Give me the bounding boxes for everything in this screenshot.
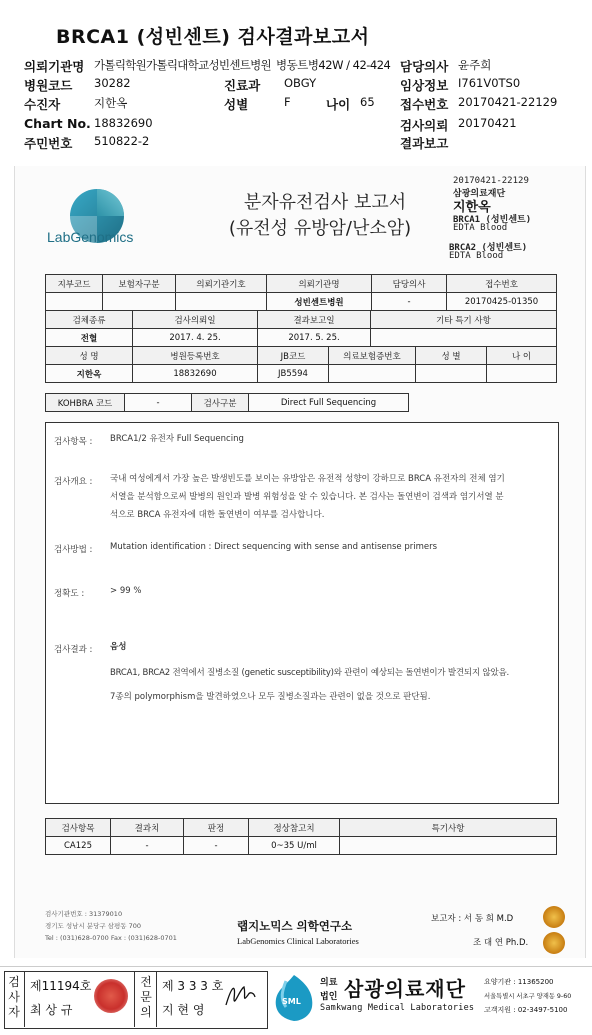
th-insurer: 보험자구분 [103, 275, 176, 293]
org-info-3: 고객지원 : 02-3497-5100 [484, 1006, 568, 1014]
label-org: 삼광의료재단 [453, 189, 506, 199]
footer-address-2: 경기도 성남시 분당구 삼평동 700 [45, 922, 142, 930]
org-info-1: 요양기관 : 11365200 [484, 978, 554, 986]
body-method-value: Mutation identification : Direct sequencing with sense and antisense primers [110, 542, 438, 552]
label-clinical-info: 임상정보 [400, 78, 449, 93]
value-patient: 지한옥 [94, 96, 128, 110]
pathologist-label: 전문의 [140, 975, 152, 1019]
footer-address-1: 검사기관번호 : 31379010 [45, 910, 123, 918]
footer-lab-kr: 랩지노믹스 의학연구소 [237, 919, 353, 933]
td-branch-code [46, 293, 103, 311]
table-patient [45, 346, 557, 383]
org-prefix-2: 법인 [320, 992, 338, 1002]
scanned-report [14, 166, 586, 958]
table-specimen [45, 310, 557, 347]
body-item-label: 검사항목 : [54, 437, 93, 447]
test-type-value: Direct Full Sequencing [249, 394, 409, 412]
td-hospital-reg-no: 18832690 [133, 365, 258, 383]
td-sex [416, 365, 487, 383]
pathologist-signature-icon [222, 981, 258, 1011]
label-specimen2: EDTA Blood [449, 251, 504, 261]
th-specimen-type: 검체종류 [46, 311, 133, 329]
th-report-date: 결과보고일 [258, 311, 371, 329]
value-institution: 가톨릭학원가톨릭대학교성빈센트병원 [94, 58, 271, 72]
td-judgement: - [184, 837, 249, 855]
value-clinical-info: I761V0TS0 [458, 76, 521, 90]
label-reception-no: 접수번호 [400, 97, 449, 112]
body-accuracy-label: 정확도 : [54, 589, 85, 599]
value-sex: F [284, 95, 291, 109]
pathologist-name: 지 현 영 [162, 1003, 205, 1017]
report-title-line1: 분자유전검사 보고서 [243, 192, 407, 213]
org-name-en: Samkwang Medical Laboratories [320, 1003, 475, 1013]
th-branch-code: 지부코드 [46, 275, 103, 293]
value-age: 65 [360, 95, 375, 109]
sml-logo-text: SML [282, 997, 301, 1006]
label-sex: 성별 [224, 97, 249, 112]
value-request-date: 20170421 [458, 116, 517, 130]
body-summary-line-3: 석으로 BRCA 유전자에 대한 돌연변이 여부를 검사합니다. [110, 510, 325, 520]
td-report-date: 2017. 5. 25. [258, 329, 371, 347]
value-resident-no: 510822-2 [94, 134, 150, 148]
org-info-2: 서울특별시 서초구 양재동 9-60 [484, 993, 572, 1000]
th-name: 성 명 [46, 347, 133, 365]
label-specimen1: EDTA Blood [453, 223, 508, 233]
footer-reporter-2: 조 대 연 Ph.D. [473, 938, 529, 948]
pathologist-license-no: 제 3 3 3 호 [162, 979, 224, 993]
report-body [45, 422, 559, 804]
inspector-license-no: 제11194호 [30, 979, 92, 993]
body-summary-label: 검사개요 : [54, 477, 93, 487]
td-reference: 0~35 U/ml [249, 837, 340, 855]
footer-lab-en: LabGenomics Clinical Laboratories [237, 936, 359, 946]
inspector-label: 검사자 [8, 975, 20, 1019]
td-specimen-type: 전혈 [46, 329, 133, 347]
value-reception-no: 20170421-22129 [458, 95, 558, 109]
th-judgement: 판정 [184, 819, 249, 837]
td-age [487, 365, 557, 383]
label-reg-no: 20170421-22129 [453, 176, 529, 186]
td-reception-no: 20170425-01350 [447, 293, 557, 311]
inspector-seal [94, 979, 128, 1013]
label-hospital-code: 병원코드 [24, 78, 73, 93]
page-title: BRCA1 (성빈센트) 검사결과보고서 [56, 26, 370, 48]
value-chart-no: 18832690 [94, 116, 153, 130]
th-age: 나 이 [487, 347, 557, 365]
value-hospital-code: 30282 [94, 76, 131, 90]
td-insurer [103, 293, 176, 311]
td-test-item: CA125 [46, 837, 111, 855]
td-doctor: - [372, 293, 447, 311]
body-result-value: 음성 [110, 642, 127, 652]
kohbra-label: KOHBRA 코드 [46, 394, 125, 412]
table-kohbra [45, 393, 409, 412]
label-test1: BRCA1 (성빈센트) [453, 215, 532, 225]
th-sex: 성 별 [416, 347, 487, 365]
td-special-notes [340, 837, 557, 855]
label-department: 진료과 [224, 78, 261, 93]
table-ca125 [45, 818, 557, 855]
kohbra-value: - [125, 394, 192, 412]
td-insurance-no [329, 365, 416, 383]
body-result-line-2: 7종의 polymorphism을 발견하였으나 모두 질병소질과는 관련이 없을 것으로 판단됨. [110, 692, 431, 702]
inspector-name: 최 상 규 [30, 1003, 73, 1017]
label-age: 나이 [326, 97, 351, 112]
reporter-seal-2 [543, 932, 565, 954]
th-inst-name: 의뢰기관명 [267, 275, 372, 293]
value-department: OBGY [284, 76, 317, 90]
body-method-label: 검사방법 : [54, 545, 93, 555]
th-special-notes: 특기사항 [340, 819, 557, 837]
body-summary-line-2: 서열을 분석함으로써 발병의 원인과 발병 위험성을 알 수 있습니다. 본 검사는 돌연변이 검색과 염기서열 분 [110, 492, 504, 502]
body-result-line-1: BRCA1, BRCA2 전역에서 질병소질 (genetic susceptibility)와 관련이 예상되는 돌연변이가 발견되지 않았음. [110, 668, 509, 678]
label-institution: 의뢰기관명 [24, 59, 85, 74]
th-insurance-no: 의료보험증번호 [329, 347, 416, 365]
value-ward: 병동트병42W / 42-424 [276, 58, 391, 72]
th-doctor: 담당의사 [372, 275, 447, 293]
footer-address-3: Tel : (031)628-0700 Fax : (031)628-0701 [45, 934, 177, 942]
th-reception-no: 접수번호 [447, 275, 557, 293]
footer-reporter-1: 보고자 : 서 동 희 M.D [431, 914, 514, 924]
th-notes: 기타 특기 사항 [371, 311, 557, 329]
td-inst-symbol [176, 293, 267, 311]
value-doctor: 윤주희 [458, 58, 492, 72]
divider [24, 971, 25, 1027]
label-doctor: 담당의사 [400, 59, 449, 74]
label-patient: 지한옥 [453, 200, 491, 215]
org-prefix-1: 의료 [320, 978, 338, 988]
body-accuracy-value: > 99 % [110, 586, 142, 596]
th-hospital-reg-no: 병원등록번호 [133, 347, 258, 365]
body-item-value: BRCA1/2 유전자 Full Sequencing [110, 434, 244, 444]
reporter-seal-1 [543, 906, 565, 928]
test-type-label: 검사구분 [192, 394, 249, 412]
divider [134, 971, 135, 1027]
label-request-date: 검사의뢰 [400, 118, 449, 133]
table-institution [45, 274, 557, 311]
td-name: 지한옥 [46, 365, 133, 383]
label-test2: BRCA2 (성빈센트) [449, 243, 528, 253]
th-test-item: 검사항목 [46, 819, 111, 837]
th-result: 결과치 [111, 819, 184, 837]
label-chart-no: Chart No. [24, 116, 91, 131]
body-summary-line-1: 국내 여성에게서 가장 높은 발생빈도를 보이는 유방암은 유전적 성향이 강하므로 BRCA 유전자의 전체 염기 [110, 474, 505, 484]
td-inst-name: 성빈센트병원 [267, 293, 372, 311]
labgenomics-logo-text: LabGenomics [47, 229, 134, 245]
label-resident-no: 주민번호 [24, 136, 73, 151]
th-jb-code: JB코드 [258, 347, 329, 365]
divider [156, 971, 157, 1027]
td-jb-code: JB5594 [258, 365, 329, 383]
th-reference: 정상참고치 [249, 819, 340, 837]
report-title-line2: (유전성 유방암/난소암) [228, 218, 412, 239]
th-request-date: 검사의뢰일 [133, 311, 258, 329]
label-result-report: 결과보고 [400, 136, 449, 151]
body-result-label: 검사결과 : [54, 645, 93, 655]
td-result: - [111, 837, 184, 855]
certification-bar [0, 966, 592, 1035]
th-inst-symbol: 의뢰기관기호 [176, 275, 267, 293]
org-name: 삼광의료재단 [344, 977, 466, 1001]
label-patient: 수진자 [24, 97, 61, 112]
td-request-date: 2017. 4. 25. [133, 329, 258, 347]
td-notes [371, 329, 557, 347]
